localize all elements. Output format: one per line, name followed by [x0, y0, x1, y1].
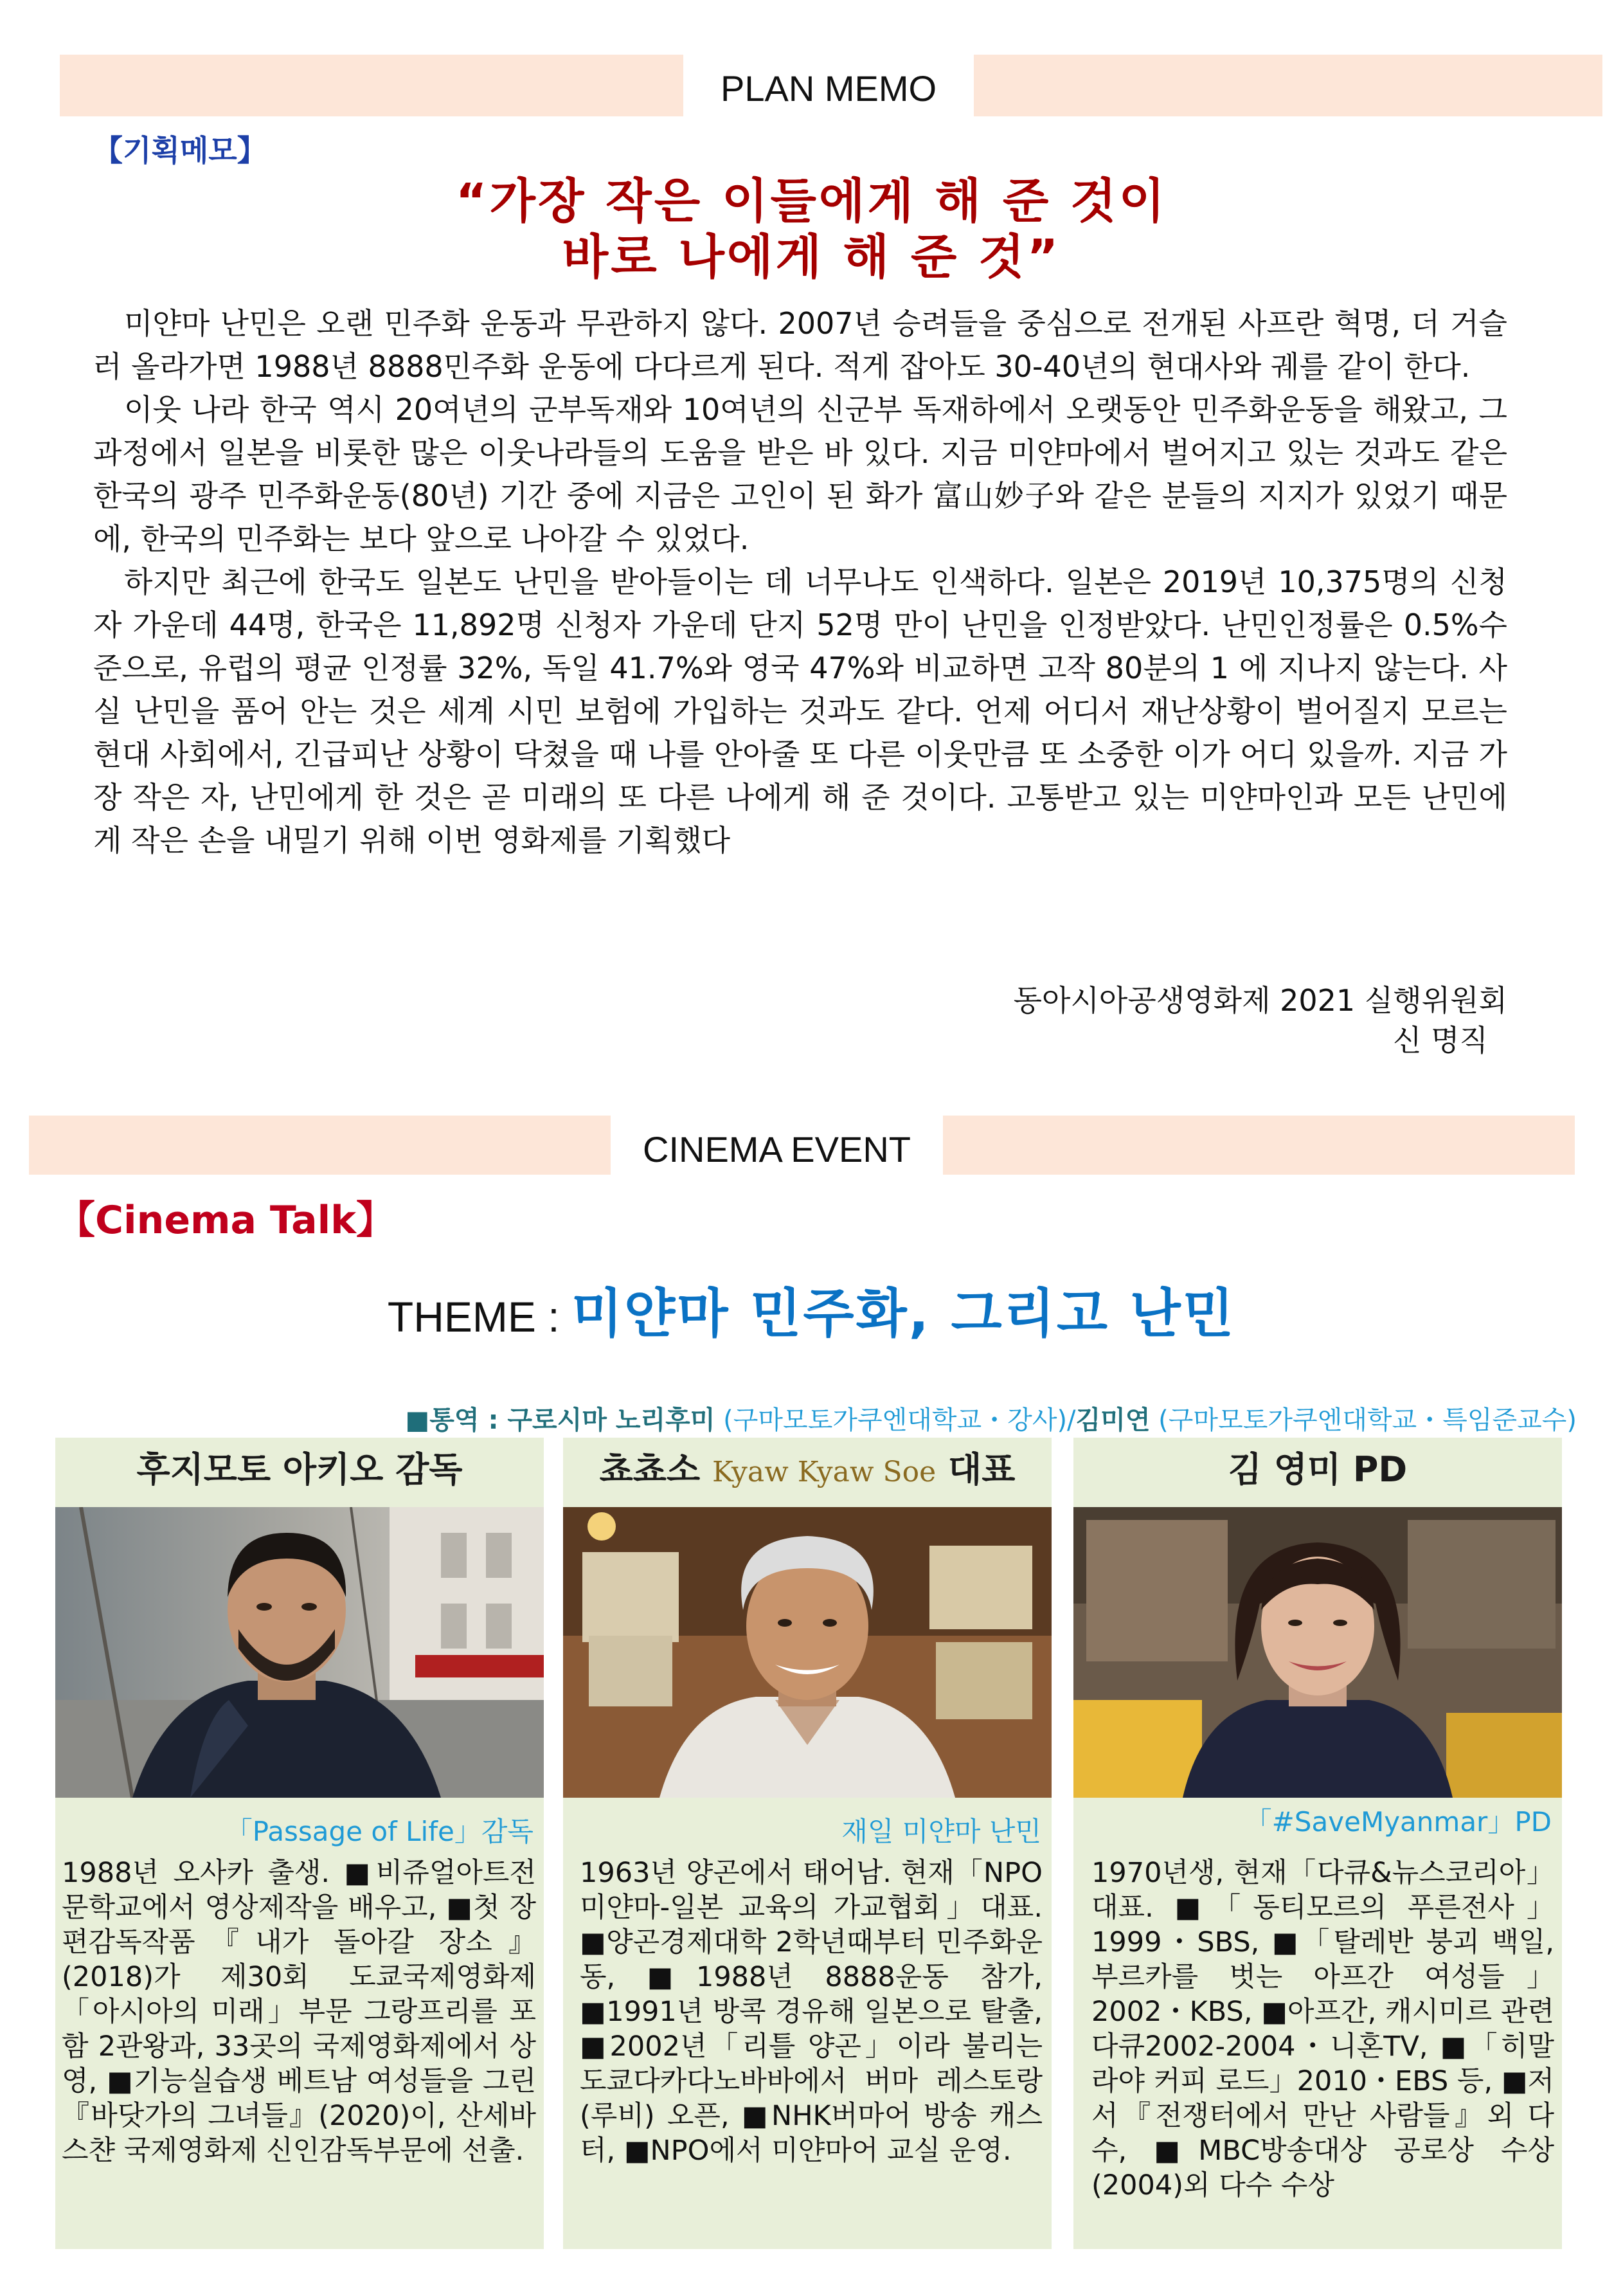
speaker-name-en: Kyaw Kyaw Soe: [712, 1456, 937, 1488]
theme-prefix: THEME :: [387, 1293, 571, 1341]
speaker-photo: [55, 1507, 544, 1798]
speaker-role: 재일 미얀마 난민: [841, 1816, 1041, 1847]
quote-line-1: “가장 작은 이들에게 해 준 것이: [455, 174, 1168, 229]
memo-paragraph: 미얀마 난민은 오랜 민주화 운동과 무관하지 않다. 2007년 승려들을 중심으로 전개된 사프란 혁명, 더 거슬러 올라가면 1988년 8888민주화 운동에 다다르게 된다. 적게 잡아도 30-40년의 현대사와 궤를 같이 한다.: [93, 306, 1507, 384]
section-bar-right: [943, 1116, 1575, 1175]
interpreter-name: 구로시마 노리후미: [507, 1406, 715, 1435]
speaker-photo-image: [55, 1507, 544, 1798]
interpreter-label: ■통역 :: [405, 1406, 508, 1435]
speaker-bio: 1970년생, 현재「다큐&뉴스코리아」대표. ■「동티모르의 푸른전사」1999・SBS, ■「탈레반 붕괴 백일, 부르카를 벗는 아프간 여성들」2002・KBS, ■아프간, 캐시미르 관련 다큐2002-2004・니혼TV, ■「히말라야 커피 로드」2010・EBS 등, ■저서『전쟁터에서 만난 사람들』외 다수, ■MBC방송대상 공로상 수상(2004)외 다수 수상: [1091, 1857, 1554, 2201]
speaker-role: 「#SaveMyanmar」PD: [1244, 1806, 1552, 1838]
speaker-card: [1073, 1438, 1562, 2249]
plan-memo-body: [93, 302, 1507, 862]
plan-memo-tag: 【기획메모】: [93, 133, 267, 168]
quote-line-2: 바로 나에게 해 준 것”: [562, 230, 1061, 285]
signature-org: 동아시아공생영화제 2021 실행위원회: [1013, 983, 1507, 1018]
signature-name: 신 명직: [1393, 1023, 1488, 1058]
section-title-plan-memo: PLAN MEMO: [683, 71, 974, 107]
interpreters-line: [405, 1400, 1577, 1436]
speaker-bio: 1963년 양곤에서 태어남. 현재「NPO미얀마-일본 교육의 가교협회」대표. ■양곤경제대학 2학년때부터 민주화운동, ■1988년 8888운동 참가, ■1991년 방콕 경유해 일본으로 탈출, ■2002년「리틀 양곤」이라 불리는 도쿄다카다노바바에서 버마 레스토랑(루비) 오픈, ■NHK버마어 방송 캐스터, ■NPO에서 미얀마어 교실 운영.: [580, 1857, 1043, 2167]
speaker-photo-image: [1073, 1507, 1562, 1798]
speaker-role: 「Passage of Life」감독: [225, 1816, 534, 1847]
memo-paragraph: 하지만 최근에 한국도 일본도 난민을 받아들이는 데 너무나도 인색하다. 일본은 2019년 10,375명의 신청자 가운데 44명, 한국은 11,892명 신청자 가운데 단지 52명 만이 난민을 인정받았다. 난민인정률은 0.5%수준으로, 유럽의 평균 인정률 32%, 독일 41.7%와 영국 47%와 비교하면 고작 80분의 1 에 지나지 않는다. 사실 난민을 품어 안는 것은 세계 시민 보험에 가입하는 것과도 같다. 언제 어디서 재난상황이 벌어질지 모르는 현대 사회에서, 긴급피난 상황이 닥쳤을 때 나를 안아줄 또 다른 이웃만큼 또 소중한 이가 어디 있을까. 지금 가장 작은 자, 난민에게 한 것은 곧 미래의 또 다른 나에게 해 준 것이다. 고통받고 있는 미얀마인과 모든 난민에게 작은 손을 내밀기 위해 이번 영화제를 기획했다: [93, 565, 1507, 858]
signature: [1014, 981, 1507, 1060]
section-bar-left: [60, 55, 683, 116]
speaker-photo: [1073, 1507, 1562, 1798]
interpreter-affiliation: (구마모토가쿠엔대학교・강사)/: [715, 1406, 1076, 1435]
speaker-name: 김 영미 PD: [1228, 1449, 1408, 1490]
interpreter-name: 김미연: [1075, 1406, 1151, 1435]
speaker-bio: 1988년 오사카 출생. ■비쥬얼아트전문학교에서 영상제작을 배우고, ■첫 장편감독작품『내가 돌아갈 장소』(2018)가 제30회 도쿄국제영화제 「아시아의 미래」부문 그랑프리를 포함 2관왕과, 33곳의 국제영화제에서 상영, ■기능실습생 베트남 여성들을 그린『바닷가의 그녀들』(2020)이, 산세바스챤 국제영화제 신인감독부문에 선출.: [62, 1857, 536, 2167]
memo-paragraph: 이웃 나라 한국 역시 20여년의 군부독재와 10여년의 신군부 독재하에서 오랫동안 민주화운동을 해왔고, 그 과정에서 일본을 비롯한 많은 이웃나라들의 도움을 받은 바 있다. 지금 미얀마에서 벌어지고 있는 것과도 같은 한국의 광주 민주화운동(80년) 기간 중에 지금은 고인이 된 화가 富山妙子와 같은 분들의 지지가 있었기 때문에, 한국의 민주화는 보다 앞으로 나아갈 수 있었다.: [93, 392, 1507, 556]
speaker-photo: [563, 1507, 1052, 1798]
speaker-photo-image: [563, 1507, 1052, 1798]
section-title-cinema-event: CINEMA EVENT: [611, 1132, 943, 1168]
theme-line: [0, 1272, 1623, 1347]
interpreter-affiliation: (구마모토가쿠엔대학교・특임준교수): [1150, 1406, 1577, 1435]
section-bar-right: [974, 55, 1602, 116]
speaker-name: 후지모토 아키오 감독: [136, 1449, 463, 1490]
section-bar-left: [29, 1116, 611, 1175]
speaker-name-ko: 쵸쵸소: [599, 1449, 701, 1490]
speaker-card: [55, 1438, 544, 2249]
speaker-card: [563, 1438, 1052, 2249]
speaker-name: [563, 1438, 1052, 1502]
cinema-talk-tag: 【Cinema Talk】: [57, 1198, 395, 1243]
theme-title: 미얀마 민주화, 그리고 난민: [571, 1283, 1236, 1344]
speaker-name-suffix: 대표: [948, 1449, 1016, 1490]
